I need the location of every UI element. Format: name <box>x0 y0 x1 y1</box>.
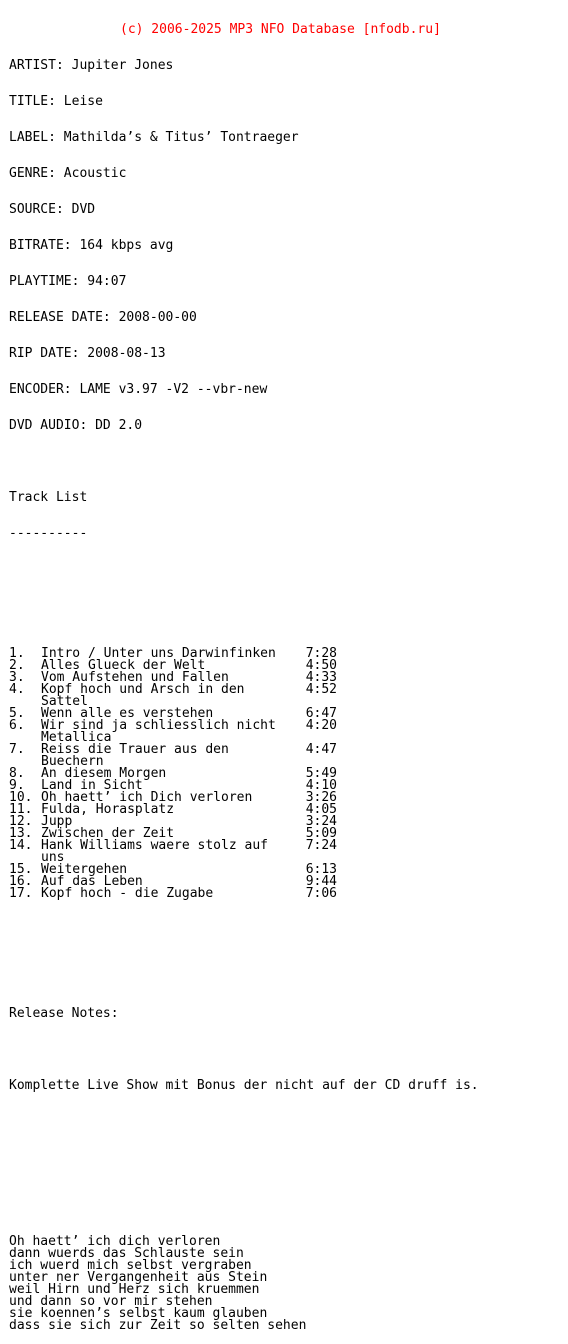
track-duration: 4:52 <box>305 682 337 697</box>
info-genre: GENRE: Acoustic <box>9 166 127 181</box>
tracklist-underline: ---------- <box>9 526 88 541</box>
track-number: 6. <box>9 718 25 733</box>
track-number: 4. <box>9 682 25 697</box>
track-title-continuation: Buechern <box>41 754 104 769</box>
track-row <box>9 876 479 888</box>
track-duration: 6:47 <box>305 706 337 721</box>
track-title: An diesem Morgen <box>41 766 167 781</box>
track-duration: 4:47 <box>305 742 337 757</box>
track-title: Hank Williams waere stolz auf <box>41 838 268 853</box>
blank-line <box>9 1188 479 1200</box>
track-title: Kopf hoch und Arsch in den <box>41 682 245 697</box>
track-duration: 7:28 <box>305 646 337 661</box>
lyric-line: dann wuerds das Schlauste sein <box>9 1246 244 1261</box>
info-encoder: ENCODER: LAME v3.97 -V2 --vbr-new <box>9 382 268 397</box>
track-duration: 6:13 <box>305 862 337 877</box>
track-number: 12. <box>9 814 33 829</box>
track-duration: 4:33 <box>305 670 337 685</box>
track-number: 2. <box>9 658 25 673</box>
info-artist: ARTIST: Jupiter Jones <box>9 58 174 73</box>
info-source: SOURCE: DVD <box>9 202 96 217</box>
track-number: 1. <box>9 646 25 661</box>
track-title: Weitergehen <box>41 862 128 877</box>
track-row <box>9 720 479 732</box>
track-row <box>9 804 479 816</box>
info-dvd-audio: DVD AUDIO: DD 2.0 <box>9 418 143 433</box>
info-release-date: RELEASE DATE: 2008-00-00 <box>9 310 197 325</box>
track-row <box>9 708 479 720</box>
track-title: Fulda, Horasplatz <box>41 802 175 817</box>
track-duration: 7:06 <box>305 886 337 901</box>
track-row <box>9 744 479 756</box>
track-number: 3. <box>9 670 25 685</box>
track-title: Auf das Leben <box>41 874 143 889</box>
site-copyright-header: (c) 2006-2025 MP3 NFO Database [nfodb.ru] <box>120 22 441 37</box>
track-title: Zwischen der Zeit <box>41 826 175 841</box>
track-title: Oh haett’ ich Dich verloren <box>41 790 253 805</box>
release-notes-text: Komplette Live Show mit Bonus der nicht auf der CD druff is. <box>9 1078 479 1093</box>
track-row <box>9 828 479 840</box>
track-duration: 4:10 <box>305 778 337 793</box>
track-number: 5. <box>9 706 25 721</box>
track-row <box>9 816 479 828</box>
lyric-line: und dann so vor mir stehen <box>9 1294 213 1309</box>
lyric-line: unter ner Vergangenheit aus Stein <box>9 1270 268 1285</box>
lyric-line: dass sie sich zur Zeit so selten sehen <box>9 1318 307 1333</box>
track-duration: 4:20 <box>305 718 337 733</box>
blank-line <box>9 1152 479 1164</box>
info-rip-date: RIP DATE: 2008-08-13 <box>9 346 166 361</box>
track-duration: 7:24 <box>305 838 337 853</box>
track-number: 7. <box>9 742 25 757</box>
blank-line <box>9 972 479 984</box>
lyric-line: sie koennen’s selbst kaum glauben <box>9 1306 268 1321</box>
track-title: Jupp <box>41 814 73 829</box>
track-title-continuation-row <box>9 756 479 768</box>
track-number: 11. <box>9 802 33 817</box>
tracklist-heading: Track List <box>9 490 88 505</box>
track-row <box>9 888 479 900</box>
track-row <box>9 864 479 876</box>
track-title: Vom Aufstehen und Fallen <box>41 670 229 685</box>
track-title: Land in Sicht <box>41 778 143 793</box>
track-number: 10. <box>9 790 33 805</box>
blank-line <box>9 936 479 948</box>
info-label: LABEL: Mathilda’s & Titus’ Tontraeger <box>9 130 299 145</box>
track-number: 16. <box>9 874 33 889</box>
track-list <box>9 648 479 900</box>
info-title: TITLE: Leise <box>9 94 103 109</box>
track-title: Wenn alle es verstehen <box>41 706 214 721</box>
track-title-continuation-row <box>9 732 479 744</box>
track-title: Reiss die Trauer aus den <box>41 742 229 757</box>
lyric-line: weil Hirn und Herz sich kruemmen <box>9 1282 260 1297</box>
blank-line <box>9 600 479 612</box>
track-number: 15. <box>9 862 33 877</box>
track-title-continuation: Sattel <box>41 694 88 709</box>
release-notes-heading: Release Notes: <box>9 1006 119 1021</box>
track-title: Alles Glueck der Welt <box>41 658 206 673</box>
info-playtime: PLAYTIME: 94:07 <box>9 274 127 289</box>
nfo-document <box>9 0 479 1344</box>
track-title-continuation: uns <box>41 850 65 865</box>
track-duration: 5:49 <box>305 766 337 781</box>
lyric-line: ich wuerd mich selbst vergraben <box>9 1258 252 1273</box>
track-number: 9. <box>9 778 25 793</box>
track-duration: 4:05 <box>305 802 337 817</box>
track-row <box>9 840 479 852</box>
track-duration: 5:09 <box>305 826 337 841</box>
blank-line <box>9 1044 479 1056</box>
track-row <box>9 780 479 792</box>
track-duration: 4:50 <box>305 658 337 673</box>
track-number: 17. <box>9 886 33 901</box>
track-row <box>9 792 479 804</box>
track-number: 13. <box>9 826 33 841</box>
track-title: Kopf hoch - die Zugabe <box>41 886 214 901</box>
track-duration: 3:24 <box>305 814 337 829</box>
track-duration: 9:44 <box>305 874 337 889</box>
blank-line <box>9 456 479 468</box>
track-duration: 3:26 <box>305 790 337 805</box>
track-number: 14. <box>9 838 33 853</box>
track-row <box>9 768 479 780</box>
track-title-continuation: Metallica <box>41 730 112 745</box>
lyrics-block <box>9 1236 479 1332</box>
info-bitrate: BITRATE: 164 kbps avg <box>9 238 174 253</box>
track-number: 8. <box>9 766 25 781</box>
track-title: Intro / Unter uns Darwinfinken <box>41 646 276 661</box>
blank-line <box>9 1116 479 1128</box>
track-title: Wir sind ja schliesslich nicht <box>41 718 276 733</box>
lyric-line: Oh haett’ ich dich verloren <box>9 1234 221 1249</box>
blank-line <box>9 564 479 576</box>
track-title-continuation-row <box>9 852 479 864</box>
